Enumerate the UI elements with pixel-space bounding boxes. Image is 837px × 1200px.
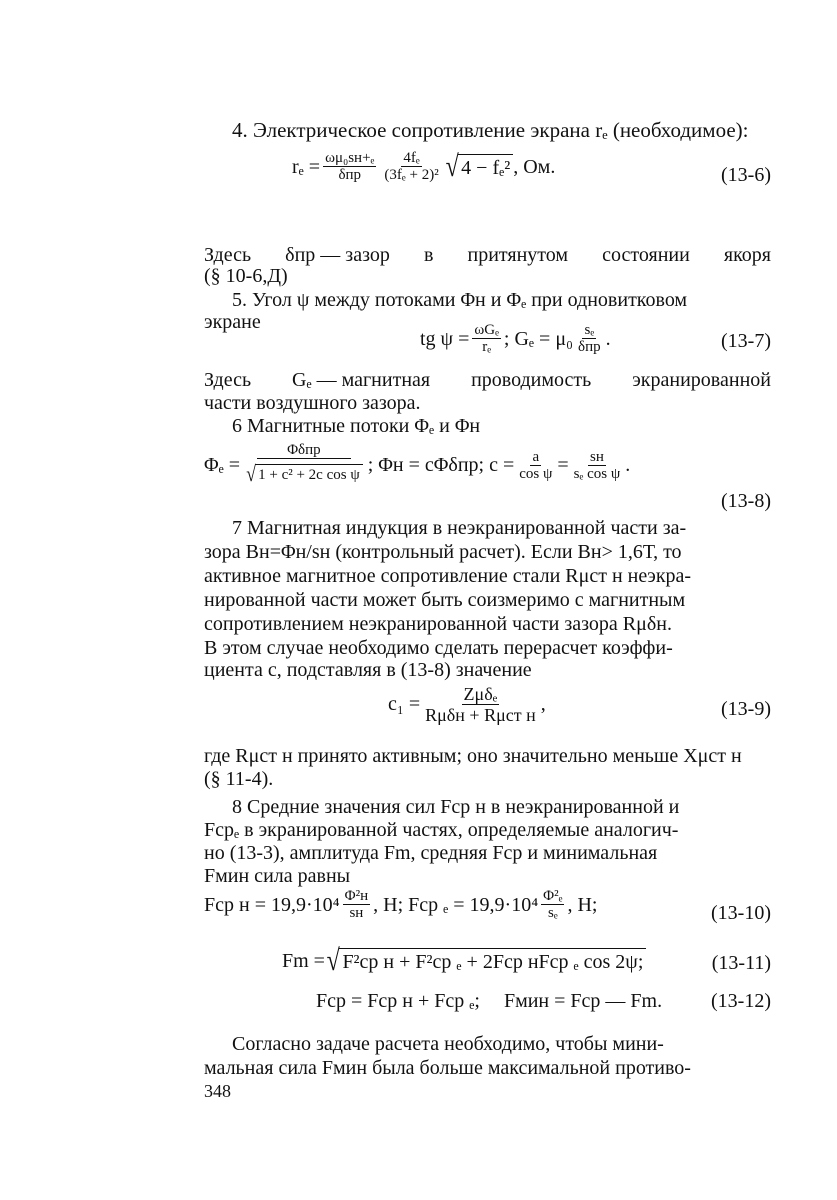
eq13-8-fraction-2: [517, 449, 554, 483]
eq13-7-middle: ; Gₑ = μ₀: [503, 327, 574, 350]
equation-13-8: [204, 442, 630, 489]
eq13-6-frac2-denominator: (3fₑ + 2)²: [384, 167, 439, 183]
paragraph-item-5-line-1: 5. Угол ψ между потоками Φн и Φₑ при одновитковом: [232, 289, 688, 311]
radical-sign-icon: √: [445, 150, 459, 183]
radical-sign-icon: √: [246, 461, 256, 486]
eq13-7-fraction-2: [576, 322, 603, 356]
paragraph-item-8-line-2: Fсрₑ в экранированной частях, определяемые аналогич-: [204, 819, 679, 841]
paragraph-where-line-1: где Rμст н принято активным; оно значительно меньше Xμст н: [204, 745, 742, 767]
equation-13-7: [420, 322, 611, 356]
paragraph-item-5-line-2: экране: [204, 311, 261, 333]
radical-sign-icon: √: [326, 944, 340, 977]
equation-number-13-12: (13-12): [711, 990, 771, 1012]
word: притянутом: [467, 244, 569, 266]
eq13-8-frac3-denominator: sₑ cos ψ: [573, 465, 621, 482]
paragraph-item-7-line-2: зора Bн=Φн/sн (контрольный расчет). Если Bн> 1,6Т, то: [204, 541, 682, 563]
eq13-8-end: .: [625, 454, 631, 476]
eq13-9-denominator: Rμδн + Rμст н: [425, 705, 536, 725]
word: в: [423, 244, 434, 266]
eq13-10-fraction-1: [343, 888, 371, 922]
eq13-8-frac2-numerator: a: [532, 448, 540, 465]
eq13-8-middle: ; Φн = cΦδпр; c =: [367, 454, 515, 476]
eq13-8-frac3-numerator: sн: [590, 448, 604, 465]
eq13-6-frac1-numerator: ωμ₀sн+ₑ: [325, 150, 375, 166]
equation-13-12: [316, 990, 662, 1013]
paragraph-where-line-2: (§ 11-4).: [204, 768, 274, 790]
word: Gₑ — магнитная: [292, 369, 431, 391]
word: экранированной: [632, 369, 771, 391]
eq13-7-end: .: [605, 327, 611, 350]
eq13-9-fraction: [423, 684, 538, 725]
eq13-10-lhs: Fср н = 19,9·10⁴: [204, 893, 340, 916]
paragraph-g-line-1: [204, 368, 771, 392]
eq13-7-frac2-denominator: δпр: [578, 339, 601, 355]
eq13-10-end: , Н;: [567, 893, 598, 916]
equation-number-13-9: (13-9): [721, 698, 771, 720]
paragraph-delta-line-1: [204, 243, 771, 267]
eq13-10-frac2-denominator: sₑ: [547, 905, 558, 921]
word: проводимость: [471, 369, 592, 391]
eq13-8-lhs: Φₑ =: [204, 454, 241, 476]
paragraph-item-8-line-3: но (13-3), амплитуда Fm, средняя Fср и минимальная: [204, 842, 658, 864]
paragraph-item-8-line-1: 8 Средние значения сил Fср н в неэкранированной и: [232, 796, 680, 818]
eq13-11-radicand: F²ср н + F²ср ₑ + 2Fср нFср ₑ cos 2ψ;: [339, 948, 646, 974]
paragraph-g-line-2: части воздушного зазора.: [204, 392, 421, 414]
eq13-9-numerator: Zμδₑ: [463, 684, 498, 704]
word: Здесь: [204, 369, 252, 391]
eq13-6-unit: , Ом.: [513, 155, 556, 178]
eq13-7-fraction-1: [472, 322, 501, 356]
eq13-8-frac1-numerator: Φδпр: [257, 442, 351, 459]
equation-13-6: [292, 150, 555, 184]
word: Здесь: [204, 244, 252, 266]
paragraph-final-line-2: мальная сила Fмин была больше максимальной противо-: [204, 1057, 691, 1079]
eq13-10-frac1-numerator: Φ²н: [344, 888, 369, 904]
paragraph-final-line-1: Согласно задаче расчета необходимо, чтобы мини-: [232, 1033, 664, 1055]
paragraph-delta-line-2: (§ 10-6,Д): [204, 265, 288, 287]
eq13-8-fraction-3: [572, 449, 623, 483]
eq13-7-frac1-numerator: ωGₑ: [474, 322, 499, 338]
eq13-10-middle: , Н; Fср ₑ = 19,9·10⁴: [373, 893, 539, 916]
eq13-6-frac1-denominator: δпр: [338, 167, 362, 183]
paragraph-item-7-line-3: активное магнитное сопротивление стали Rμст н неэкра-: [204, 565, 692, 587]
eq13-10-frac2-numerator: Φ²ₑ: [543, 888, 563, 904]
eq13-11-lhs: Fm =: [282, 949, 325, 972]
eq13-8-equals: =: [557, 454, 569, 476]
paragraph-item-7-line-6: В этом случае необходимо сделать перерасчет коэффи-: [204, 637, 673, 659]
paragraph-item-8-line-4: Fмин сила равны: [204, 865, 351, 887]
eq13-10-fraction-2: [541, 888, 564, 922]
paragraph-item-7-line-7: циента c, подставляя в (13-8) значение: [204, 659, 532, 681]
eq13-11-sqrt: [325, 946, 646, 976]
eq13-6-frac2-numerator: 4fₑ: [403, 150, 420, 166]
equation-number-13-6: (13-6): [721, 164, 771, 186]
equation-number-13-8: (13-8): [721, 490, 771, 512]
eq13-8-frac1-denominator: [243, 459, 365, 489]
eq13-8-radicand: 1 + c² + 2c cos ψ: [255, 464, 363, 484]
eq13-6-lhs: rₑ =: [292, 155, 321, 178]
eq13-12-part-1: Fср = Fср н + Fср ₑ;: [316, 990, 480, 1012]
equation-13-10: [204, 888, 597, 922]
eq13-9-end: ,: [540, 693, 546, 715]
paragraph-item-6: 6 Магнитные потоки Φₑ и Φн: [232, 415, 481, 437]
eq13-9-lhs: c₁ =: [388, 693, 421, 715]
equation-13-11: [282, 946, 646, 976]
equation-number-13-7: (13-7): [721, 330, 771, 352]
eq13-7-frac2-numerator: sₑ: [584, 322, 595, 338]
eq13-6-fraction-1: [323, 150, 376, 184]
equation-number-13-11: (13-11): [711, 952, 771, 974]
paragraph-item-7-line-5: сопротивлением неэкранированной части зазора Rμδн.: [204, 613, 672, 635]
eq13-8-frac2-denominator: cos ψ: [519, 465, 553, 482]
eq13-6-radicand: 4 − fₑ²: [458, 154, 513, 180]
word: δпр — зазор: [285, 244, 390, 266]
equation-13-9: [388, 684, 546, 725]
eq13-12-part-2: Fмин = Fср — Fm.: [503, 990, 663, 1012]
eq13-6-sqrt: [444, 152, 514, 182]
page-number: 348: [204, 1081, 231, 1101]
paragraph-item-7-line-1: 7 Магнитная индукция в неэкранированной части за-: [232, 517, 687, 539]
paragraph-item-7-line-4: нированной части может быть соизмеримо с магнитным: [204, 589, 686, 611]
eq13-7-frac1-denominator: rₑ: [482, 339, 492, 355]
word: якоря: [723, 244, 771, 266]
paragraph-item-4: 4. Электрическое сопротивление экрана rₑ (необходимое):: [232, 118, 749, 142]
eq13-10-frac1-denominator: sн: [349, 905, 364, 921]
eq13-8-fraction-1: [243, 442, 365, 489]
eq13-6-fraction-2: [382, 150, 440, 184]
eq13-7-lhs: tg ψ =: [420, 327, 470, 350]
equation-number-13-10: (13-10): [711, 902, 771, 924]
word: состоянии: [602, 244, 690, 266]
